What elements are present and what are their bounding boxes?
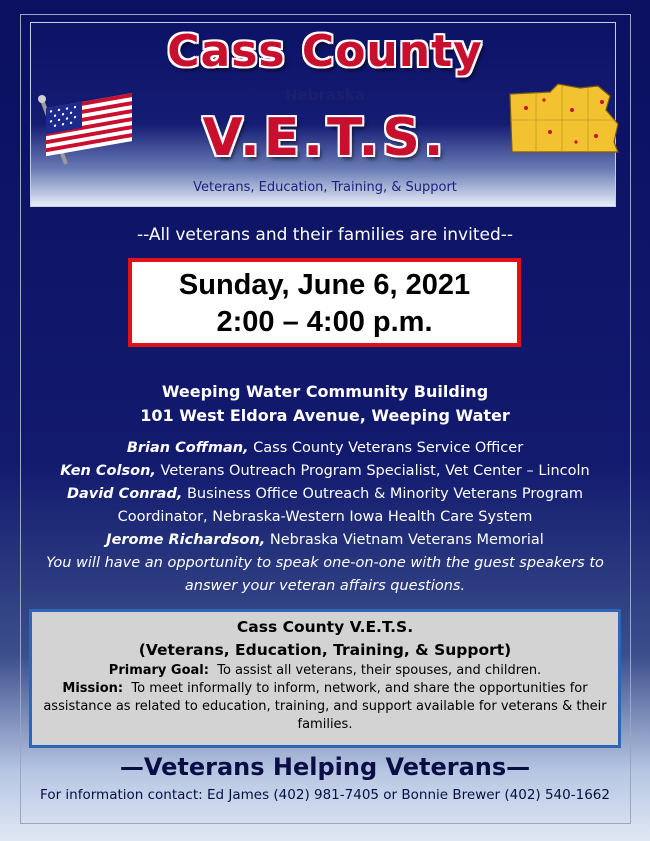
venue-address: 101 West Eldora Avenue, Weeping Water — [140, 406, 510, 425]
speaker-name: Ken Colson, — [60, 463, 156, 479]
slogan: —Veterans Helping Veterans— — [119, 753, 531, 781]
goal-label: Primary Goal: — [108, 663, 209, 678]
event-time: 2:00 – 4:00 p.m. — [216, 306, 433, 338]
contact-info: For information contact: Ed James (402) 981-7405 or Bonnie Brewer (402) 540-1662 — [40, 787, 610, 803]
invite-line: --All veterans and their families are invited-- — [136, 225, 514, 245]
event-date: Sunday, June 6, 2021 — [178, 269, 471, 301]
venue — [0, 380, 650, 428]
event-datetime-box — [128, 258, 521, 347]
speaker-item — [30, 483, 620, 529]
mission-label: Mission: — [62, 681, 124, 696]
speakers-note: You will have an opportunity to speak one-on-one with the guest speakers to answer your veteran affairs questions. — [46, 555, 604, 594]
speaker-item — [30, 437, 620, 460]
header-title: Cass County — [167, 26, 483, 77]
speaker-item — [30, 529, 620, 552]
speaker-role: Business Office Outreach & Minority Veterans Program Coordinator, Nebraska-Western Iowa Health Care System — [117, 486, 584, 525]
speaker-list — [30, 437, 620, 598]
speaker-role: Nebraska Vietnam Veterans Memorial — [269, 532, 544, 548]
header-tagline: Veterans, Education, Training, & Support — [193, 180, 457, 195]
header-acronym: V.E.T.S. — [202, 108, 448, 168]
speaker-role: Cass County Veterans Service Officer — [253, 440, 524, 456]
info-subtitle: (Veterans, Education, Training, & Support) — [138, 641, 512, 659]
speaker-name: Brian Coffman, — [126, 440, 249, 456]
primary-goal — [32, 662, 618, 680]
speaker-name: Jerome Richardson, — [106, 532, 266, 548]
goal-text: To assist all veterans, their spouses, and children. — [217, 663, 542, 678]
speaker-item — [30, 460, 620, 483]
info-box — [29, 609, 621, 748]
venue-name: Weeping Water Community Building — [161, 382, 489, 401]
mission-text: To meet informally to inform, network, and share the opportunities for assistance as related to education, training, and support available for veterans & their families. — [43, 681, 607, 732]
speaker-name: David Conrad, — [66, 486, 183, 502]
info-title: Cass County V.E.T.S. — [236, 618, 414, 636]
header-state: Nebraska — [284, 86, 365, 104]
mission — [32, 680, 618, 734]
speaker-role: Veterans Outreach Program Specialist, Vet Center – Lincoln — [160, 463, 590, 479]
